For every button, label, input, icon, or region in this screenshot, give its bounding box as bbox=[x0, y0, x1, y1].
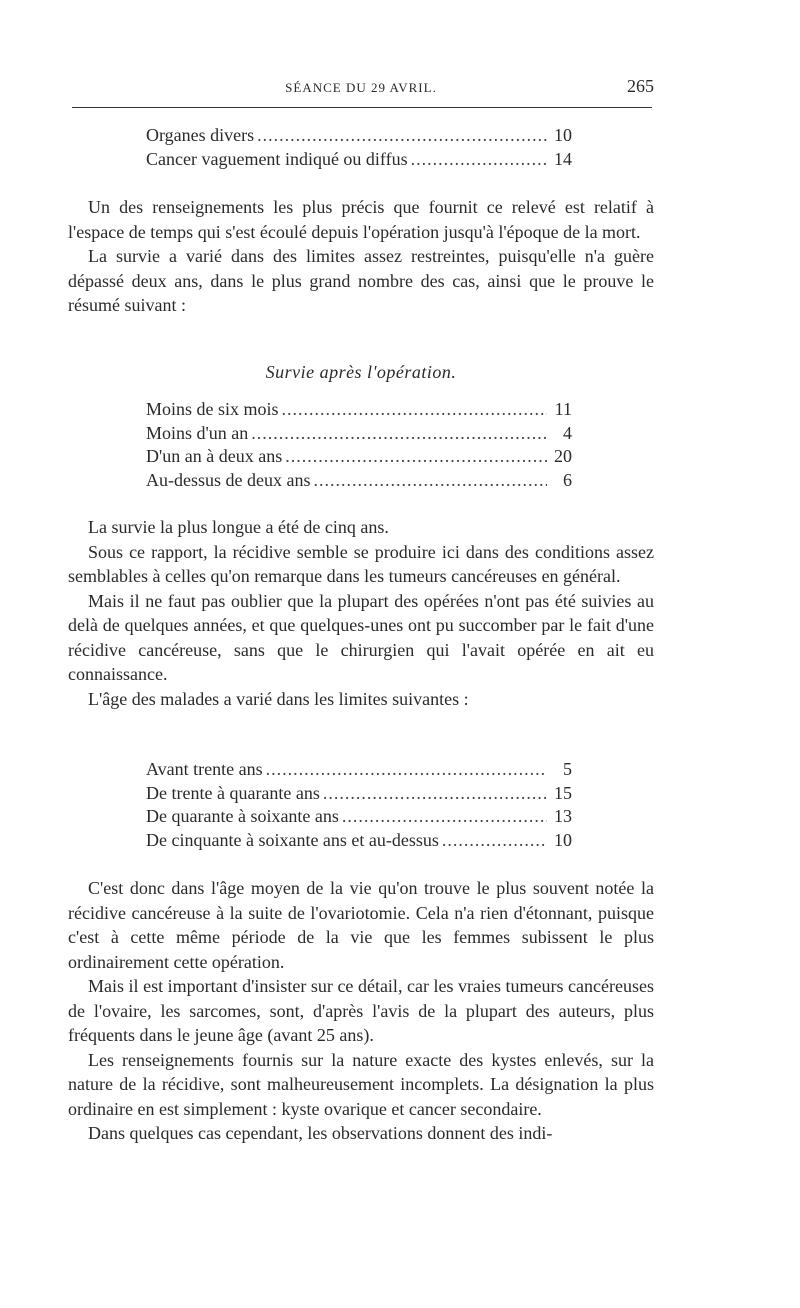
paragraph: L'âge des malades a varié dans les limites suivantes : bbox=[88, 688, 469, 709]
paragraph: La survie la plus longue a été de cinq ans. bbox=[88, 517, 389, 537]
row-label: De trente à quarante ans bbox=[146, 782, 320, 803]
list-item-label: Cancer vaguement indiqué ou diffus bbox=[146, 148, 408, 169]
table-row bbox=[146, 398, 572, 422]
list-item-label: Organes divers bbox=[146, 125, 255, 145]
list-item-value: 10 bbox=[554, 125, 572, 145]
dot-leader bbox=[323, 782, 547, 806]
table-row bbox=[146, 805, 572, 829]
running-head bbox=[68, 76, 654, 98]
row-value: 10 bbox=[554, 829, 572, 850]
list-item-value: 14 bbox=[554, 148, 572, 169]
table-row bbox=[146, 422, 572, 446]
dot-leader bbox=[251, 422, 547, 446]
text-block-b bbox=[68, 515, 654, 711]
dot-leader bbox=[411, 148, 547, 172]
row-label: D'un an à deux ans bbox=[146, 446, 283, 466]
row-label: Avant trente ans bbox=[146, 759, 263, 779]
header-rule bbox=[72, 107, 652, 108]
paragraph: La survie a varié dans des limites assez restreintes, puisqu'elle n'a guère dépassé deux ans, dans le plus grand nombre des cas, ainsi que le prouve le résumé suivant : bbox=[68, 246, 654, 315]
row-label: Moins d'un an bbox=[146, 422, 249, 443]
dot-leader bbox=[342, 805, 547, 829]
list-item bbox=[146, 148, 572, 172]
summary-list-top bbox=[146, 124, 572, 171]
row-value: 15 bbox=[554, 782, 572, 803]
row-label: De cinquante à soixante ans et au-dessus bbox=[146, 829, 439, 850]
dot-leader bbox=[313, 469, 547, 493]
row-value: 4 bbox=[563, 422, 572, 443]
row-value: 6 bbox=[563, 469, 572, 490]
table-row bbox=[146, 782, 572, 806]
table-row bbox=[146, 758, 572, 782]
paragraph: Un des renseignements les plus précis que fournit ce relevé est relatif à l'espace de temps qui s'est écoulé depuis l'opération jusqu'à l'époque de la mort. bbox=[68, 197, 654, 242]
paragraph: C'est donc dans l'âge moyen de la vie qu'on trouve le plus souvent notée la récidive cancéreuse à la suite de l'ovariotomie. Cela n'a rien d'étonnant, puisque c'est à cette même période de la vie que les femmes subissent le plus ordinairement cette opération. bbox=[68, 878, 654, 972]
paragraph: Mais il ne faut pas oublier que la plupart des opérées n'ont pas été suivies au delà de quelques années, et que quelques-unes ont pu succomber par le fait d'une récidive cancéreuse, sans que le chirurgien qui l'avait opérée en ait eu connaissance. bbox=[68, 590, 654, 684]
row-label: Moins de six mois bbox=[146, 399, 279, 419]
table-row bbox=[146, 445, 572, 469]
running-title: SÉANCE DU 29 AVRIL. bbox=[285, 80, 437, 95]
paragraph: Les renseignements fournis sur la nature exacte des kystes enlevés, sur la nature de la récidive, sont malheureusement incomplets. La désignation la plus ordinaire en est simplement : kyste ovarique et cancer secondaire. bbox=[68, 1049, 654, 1119]
row-label: Au-dessus de deux ans bbox=[146, 469, 311, 490]
paragraph: Mais il est important d'insister sur ce détail, car les vraies tumeurs cancéreuses de l'ovaire, les sarcomes, sont, d'après l'avis de la plupart des auteurs, plus fréquents dans le jeune âge (avant 25 ans). bbox=[68, 976, 654, 1045]
row-value: 11 bbox=[554, 399, 572, 419]
dot-leader bbox=[285, 445, 547, 469]
age-table bbox=[146, 758, 572, 852]
survival-table bbox=[146, 398, 572, 492]
text-block-a bbox=[68, 195, 654, 318]
table-row bbox=[146, 829, 572, 853]
row-value: 5 bbox=[563, 759, 572, 779]
table-row bbox=[146, 469, 572, 493]
dot-leader bbox=[257, 124, 547, 148]
row-value: 20 bbox=[554, 446, 572, 466]
row-label: De quarante à soixante ans bbox=[146, 806, 339, 826]
page-number: 265 bbox=[627, 76, 654, 96]
dot-leader bbox=[442, 829, 547, 853]
paragraph: Sous ce rapport, la récidive semble se produire ici dans des conditions assez semblables à celles qu'on remarque dans les tumeurs cancéreuses en général. bbox=[68, 541, 654, 586]
dot-leader bbox=[266, 758, 547, 782]
dot-leader bbox=[282, 398, 547, 422]
paragraph: Dans quelques cas cependant, les observations donnent des indi- bbox=[88, 1123, 553, 1143]
list-item bbox=[146, 124, 572, 148]
row-value: 13 bbox=[554, 806, 572, 826]
section-title: Survie après l'opération. bbox=[265, 362, 457, 382]
text-block-c bbox=[68, 876, 654, 1146]
